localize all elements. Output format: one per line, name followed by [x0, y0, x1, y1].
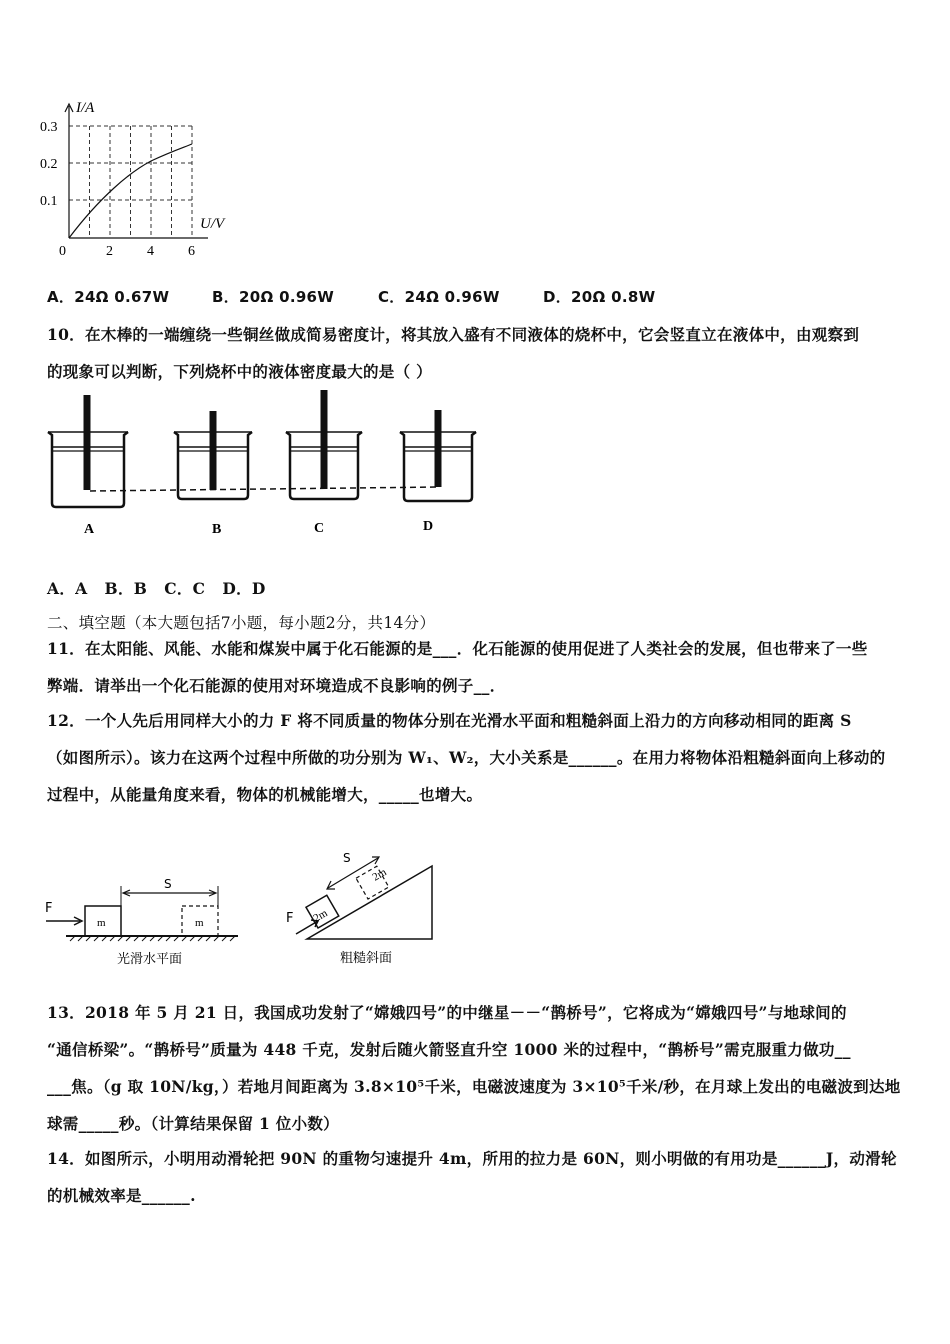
y-tick-label: 0.3	[40, 120, 58, 135]
q11-line-2: 弊端．请举出一个化石能源的使用对环境造成不良影响的例子__．	[47, 676, 506, 695]
x-tick-label: 6	[188, 244, 195, 259]
graph-axes	[65, 104, 208, 238]
option-b: B．20Ω 0.96W	[212, 288, 335, 306]
force-arrow	[296, 921, 318, 934]
q13-line-3: ___焦。（g 取 10N/kg，）若地月间距离为 3.8×10⁵千米，电磁波速度为 3×10⁵千米/秒，在月球上发出的电磁波到达地	[47, 1077, 901, 1096]
reference-dashed-line	[90, 487, 440, 491]
q11-line-1: 11．在太阳能、风能、水能和煤炭中属于化石能源的是___．化石能源的使用促进了人类社会的发展，但也带来了一些	[47, 639, 868, 658]
iu-graph	[30, 92, 250, 260]
q14-line-1: 14．如图所示，小明用动滑轮把 90N 的重物匀速提升 4m，所用的拉力是 60N，则小明做的有用功是______J，动滑轮	[47, 1149, 897, 1168]
y-tick-label: 0.2	[40, 157, 58, 172]
beaker-label-a: A	[84, 522, 95, 537]
beaker-label-d: D	[423, 519, 434, 534]
q12-line-3: 过程中，从能量角度来看，物体的机械能增大，_____也增大。	[47, 785, 483, 804]
incline	[307, 866, 432, 939]
q13-line-2: “通信桥梁”。“鹊桥号”质量为 448 千克，发射后随火箭竖直升空 1000 米的过程中，“鹊桥号”需克服重力做功__	[47, 1040, 851, 1059]
q13-line-4: 球需_____秒。（计算结果保留 1 位小数）	[47, 1114, 339, 1133]
horizontal-plane-figure	[40, 866, 245, 968]
q10-line-1: 10．在木棒的一端缠绕一些铜丝做成简易密度计，将其放入盛有不同液体的烧杯中，它会竖直立在液体中，由观察到	[47, 325, 860, 344]
option-a: A．24Ω 0.67W	[47, 288, 170, 306]
graph-grid	[69, 126, 192, 238]
q14-line-2: 的机械效率是______.	[47, 1186, 196, 1205]
x-axis-label: U/V	[200, 216, 225, 232]
q10-line-2: 的现象可以判断，下列烧杯中的液体密度最大的是（ ）	[47, 362, 432, 381]
q13-line-1: 13．2018 年 5 月 21 日，我国成功发射了“嫦娥四号”的中继星－－“鹊桥号”，它将成为“嫦娥四号”与地球间的	[47, 1003, 847, 1022]
beaker-c	[286, 390, 362, 499]
mass-label: m	[97, 917, 106, 929]
figure-caption: 粗糙斜面	[340, 951, 393, 966]
beaker-label-b: B	[212, 522, 222, 537]
distance-label: S	[164, 877, 172, 891]
force-label: F	[286, 911, 294, 926]
x-tick-label: 4	[147, 244, 154, 259]
distance-label: S	[343, 851, 351, 865]
force-label: F	[45, 901, 53, 916]
beaker-b	[174, 411, 252, 499]
y-axis-label: I/A	[76, 100, 95, 116]
q12-line-2: （如图所示）。该力在这两个过程中所做的功分别为 W₁、W₂，大小关系是______。在用力将物体沿粗糙斜面向上移动的	[47, 748, 886, 767]
q9-options	[47, 286, 655, 307]
beaker-a	[48, 395, 128, 507]
x-tick-label: 0	[59, 244, 66, 259]
figure-caption: 光滑水平面	[117, 952, 183, 967]
x-tick-label: 2	[106, 244, 113, 259]
beaker-label-c: C	[314, 521, 325, 536]
mass-label: 2m	[370, 866, 389, 884]
inclined-plane-figure	[280, 836, 440, 968]
q12-line-1: 12．一个人先后用同样大小的力 F 将不同质量的物体分别在光滑水平面和粗糙斜面上沿力的方向移动相同的距离 S	[47, 711, 852, 730]
mass-label: m	[195, 917, 204, 929]
section-2-heading: 二、填空题（本大题包括7小题，每小题2分，共14分）	[47, 614, 436, 632]
option-c: C．24Ω 0.96W	[378, 288, 500, 306]
mass-label: 2m	[311, 907, 330, 925]
beakers-figure	[40, 385, 500, 545]
q10-options: A．A B．B C．C D．D	[47, 579, 266, 598]
option-d: D．20Ω 0.8W	[543, 288, 656, 306]
y-tick-label: 0.1	[40, 194, 58, 209]
